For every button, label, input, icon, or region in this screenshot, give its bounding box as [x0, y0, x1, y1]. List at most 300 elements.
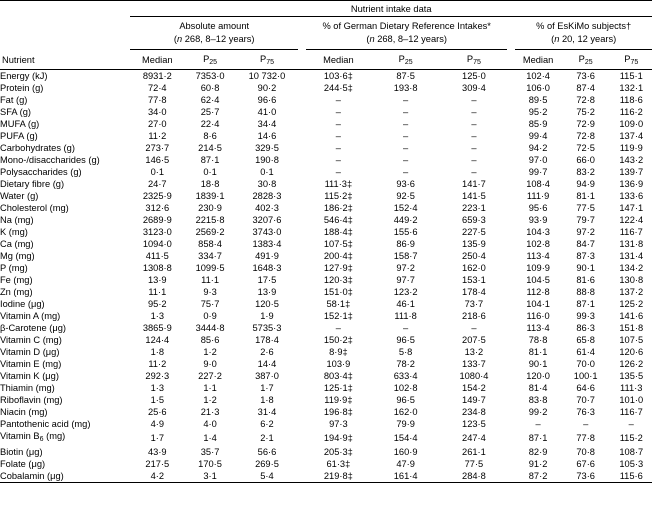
eskimo-p25: 83·2 — [576, 167, 595, 177]
nutrient-name: β-Carotene (μg) — [0, 323, 66, 333]
eskimo-median: 81·4 — [528, 383, 548, 393]
abs-median: 292·3 — [145, 371, 170, 381]
column-gap — [507, 250, 515, 262]
dri-p75: – — [471, 95, 477, 105]
eskimo-p75: 115·6 — [611, 470, 652, 483]
dri-p25: – — [403, 323, 409, 333]
eskimo-p75: 131·8 — [619, 239, 644, 249]
dri-p25: – — [403, 155, 409, 165]
column-gap — [507, 262, 515, 274]
dri-median: 125·1‡ — [323, 383, 353, 393]
dri-p25: 96·5 — [396, 335, 415, 345]
abs-p75: 2·1 — [260, 433, 274, 443]
dri-median: 111·3‡ — [324, 179, 353, 189]
nutrient-name: Iodine (μg) — [0, 299, 45, 309]
dri-p75: 284·8 — [441, 470, 507, 483]
dri-median: 61·3‡ — [326, 459, 351, 469]
column-gap — [507, 178, 515, 190]
dri-p75: 141·5 — [462, 191, 486, 201]
table-row — [0, 82, 652, 94]
eskimo-median: 106·0 — [526, 83, 550, 93]
dri-p75: – — [471, 119, 477, 129]
nutrient-name: Riboflavin (mg) — [0, 395, 63, 405]
table-row — [0, 214, 652, 226]
nutrient-name: Cobalamin (μg) — [0, 470, 130, 483]
eskimo-p75: 137·2 — [619, 287, 644, 297]
column-gap — [298, 418, 306, 430]
eskimo-p75: 126·2 — [619, 359, 644, 369]
nutrient-name: Dietary fibre (g) — [0, 179, 65, 189]
column-gap — [507, 202, 515, 214]
eskimo-p75: 135·5 — [619, 371, 644, 381]
dri-p75: 261·1 — [462, 447, 486, 457]
column-gap — [507, 430, 515, 446]
column-gap — [298, 250, 306, 262]
column-gap — [298, 178, 306, 190]
eskimo-median: 95·2 — [528, 107, 548, 117]
table-row — [0, 106, 652, 118]
column-gap — [298, 154, 306, 166]
column-gap — [507, 226, 515, 238]
dri-median: – — [335, 119, 341, 129]
abs-median: 1·3 — [150, 311, 165, 321]
dri-median: – — [335, 167, 341, 177]
dri-p75: 178·4 — [462, 287, 486, 297]
eskimo-p75: 116·7 — [619, 227, 643, 237]
abs-p25: 230·9 — [198, 203, 222, 213]
abs-p75: 5·4 — [236, 470, 298, 483]
dri-median: 127·9‡ — [323, 263, 353, 273]
column-gap — [298, 106, 306, 118]
table-row — [0, 274, 652, 286]
eskimo-median: 87·2 — [515, 470, 561, 483]
eskimo-p75: 141·6 — [619, 311, 644, 321]
nutrient-name: Water (g) — [0, 191, 39, 201]
column-gap — [298, 214, 306, 226]
abs-p75: 31·4 — [257, 407, 277, 417]
eskimo-p75: 137·4 — [619, 131, 644, 141]
dri-p25: 111·8 — [394, 311, 417, 321]
nutrient-name: Niacin (mg) — [0, 407, 48, 417]
abs-median: 217·5 — [145, 459, 170, 469]
abs-median: 1·5 — [150, 395, 165, 405]
table-row — [0, 322, 652, 334]
abs-p75: 1383·4 — [252, 239, 282, 249]
column-gap — [507, 142, 515, 154]
eskimo-p25: 67·6 — [576, 459, 595, 469]
column-gap — [507, 346, 515, 358]
nutrient-name: Fe (mg) — [0, 275, 33, 285]
column-gap — [298, 298, 306, 310]
abs-median: 2689·9 — [142, 215, 172, 225]
abs-p75: 3207·6 — [252, 215, 282, 225]
eskimo-median: 81·1 — [528, 347, 548, 357]
abs-median: 4·2 — [130, 470, 184, 483]
abs-p25: 1839·1 — [195, 191, 225, 201]
column-gap — [507, 82, 515, 94]
abs-p75: 90·2 — [257, 83, 277, 93]
abs-median: 411·5 — [145, 251, 169, 261]
dri-p75: 234·8 — [462, 407, 486, 417]
eskimo-p75: 109·0 — [619, 119, 644, 129]
abs-p25: 0·9 — [203, 311, 217, 321]
dri-median: 186·2‡ — [323, 203, 353, 213]
abs-median: 1094·0 — [142, 239, 172, 249]
column-gap — [298, 82, 306, 94]
nutrient-name: Protein (g) — [0, 83, 44, 93]
abs-median: 24·7 — [147, 179, 167, 189]
dri-p25: 154·4 — [393, 433, 418, 443]
eskimo-median: 104·3 — [526, 227, 550, 237]
dri-p25: 5·8 — [398, 347, 413, 357]
column-gap — [507, 458, 515, 470]
abs-p75: 10 732·0 — [248, 71, 286, 81]
column-gap — [298, 470, 306, 483]
col-header-median: Median — [142, 54, 173, 65]
abs-median: 11·2 — [148, 131, 167, 141]
column-gap — [507, 446, 515, 458]
eskimo-median: 83·8 — [528, 395, 548, 405]
abs-p25: 11·1 — [201, 275, 220, 285]
dri-median: – — [335, 107, 341, 117]
table-row — [0, 94, 652, 106]
dri-p75: 218·6 — [462, 311, 486, 321]
dri-p75: 154·2 — [462, 383, 486, 393]
dri-median: 196·8‡ — [323, 407, 353, 417]
abs-p75: 3743·0 — [252, 227, 282, 237]
dri-median: – — [335, 323, 341, 333]
abs-p25: 7353·0 — [195, 71, 225, 81]
column-gap — [298, 238, 306, 250]
eskimo-median: 99·4 — [528, 131, 548, 141]
dri-median: – — [335, 95, 341, 105]
dri-median: 97·3 — [329, 419, 348, 429]
dri-p75: 73·7 — [464, 299, 484, 309]
table-row — [0, 202, 652, 214]
abs-p25: 858·4 — [198, 239, 222, 249]
nutrient-name: Vitamin $B_6$ (mg) — [0, 431, 66, 443]
eskimo-p25: 76·3 — [576, 407, 595, 417]
abs-p25: 35·7 — [200, 447, 220, 457]
eskimo-p75: 107·5 — [619, 335, 644, 345]
group-header-eskimo: % of EsKiMo subjects† (n 20, 12 years) — [536, 21, 632, 44]
dri-p75: – — [471, 131, 477, 141]
column-gap — [298, 118, 306, 130]
dri-median: 119·9‡ — [324, 395, 353, 405]
nutrient-name: Pantothenic acid (mg) — [0, 419, 91, 429]
dri-median: 194·9‡ — [323, 433, 353, 443]
column-gap — [298, 142, 306, 154]
abs-median: 27·0 — [147, 119, 167, 129]
abs-p25: 2569·2 — [195, 227, 225, 237]
abs-median: 34·0 — [147, 107, 167, 117]
eskimo-median: 89·5 — [528, 95, 548, 105]
dri-p25: 152·4 — [393, 203, 418, 213]
eskimo-median: 104·1 — [526, 299, 550, 309]
dri-median: 200·4‡ — [323, 251, 353, 261]
column-gap — [298, 190, 306, 202]
abs-p75: 17·5 — [257, 275, 277, 285]
table-row — [0, 166, 652, 178]
nutrient-name: Ca (mg) — [0, 239, 34, 249]
abs-p25: 4·0 — [203, 419, 217, 429]
dri-median: 103·9 — [326, 359, 351, 369]
abs-p75: 120·5 — [255, 299, 279, 309]
eskimo-median: 85·9 — [528, 119, 548, 129]
abs-median: 1308·8 — [142, 263, 172, 273]
dri-p75: 247·4 — [462, 433, 486, 443]
column-gap — [298, 202, 306, 214]
abs-p75: 402·3 — [255, 203, 279, 213]
col-header-median: Median — [323, 54, 354, 65]
abs-median: 95·2 — [147, 299, 167, 309]
abs-p75: 14·4 — [257, 359, 277, 369]
nutrient-name: Polysaccharides (g) — [0, 167, 82, 177]
eskimo-p25: 66·0 — [576, 155, 595, 165]
dri-p25: 449·2 — [393, 215, 418, 225]
abs-p25: 18·8 — [200, 179, 220, 189]
column-gap — [298, 446, 306, 458]
eskimo-median: 116·0 — [526, 311, 550, 321]
eskimo-median: 90·1 — [528, 359, 548, 369]
eskimo-p25: 79·7 — [576, 215, 595, 225]
eskimo-median: 109·9 — [526, 263, 550, 273]
eskimo-p75: 130·8 — [619, 275, 644, 285]
dri-p75: – — [471, 323, 477, 333]
nutrient-name: Mg (mg) — [0, 251, 35, 261]
abs-p75: 56·6 — [257, 447, 277, 457]
dri-median: 546·4‡ — [323, 215, 353, 225]
eskimo-p75: 122·4 — [619, 215, 644, 225]
eskimo-p75: 125·2 — [619, 299, 644, 309]
abs-p25: 1·4 — [203, 433, 217, 443]
col-header-p25: $P_{25}$ — [578, 53, 593, 66]
column-gap — [298, 94, 306, 106]
column-gap — [507, 238, 515, 250]
eskimo-median: 112·8 — [526, 287, 550, 297]
abs-p25: 334·7 — [198, 251, 222, 261]
table-row — [0, 418, 652, 430]
abs-p75: 190·8 — [255, 155, 279, 165]
table-row — [0, 310, 652, 322]
dri-p25: 155·6 — [393, 227, 418, 237]
abs-p75: 30·8 — [257, 179, 277, 189]
eskimo-median: 99·7 — [528, 167, 548, 177]
eskimo-p25: 61·4 — [576, 347, 595, 357]
table-body — [0, 70, 652, 483]
abs-median: 13·9 — [147, 275, 167, 285]
dri-p75: 123·5 — [462, 419, 486, 429]
table-row — [0, 334, 652, 346]
column-gap — [298, 262, 306, 274]
column-gap — [298, 310, 306, 322]
abs-p25: 2215·8 — [195, 215, 225, 225]
abs-median: 2325·9 — [142, 191, 172, 201]
table-row — [0, 142, 652, 154]
abs-p75: 329·5 — [255, 143, 279, 153]
abs-p25: 1·2 — [203, 395, 217, 405]
abs-p75: 269·5 — [255, 459, 279, 469]
eskimo-p25: 87·1 — [576, 299, 595, 309]
abs-median: 312·6 — [145, 203, 170, 213]
abs-p25: 3444·8 — [195, 323, 225, 333]
eskimo-median: 87·1 — [528, 433, 548, 443]
abs-p25: 22·4 — [200, 119, 220, 129]
eskimo-p75: 108·7 — [619, 447, 644, 457]
group-header-dri: % of German Dietary Reference Intakes* (n 268, 8–12 years) — [322, 21, 491, 44]
dri-median: 115·2‡ — [324, 191, 353, 201]
nutrient-name: Vitamin E (mg) — [0, 359, 62, 369]
abs-p75: 1·8 — [260, 395, 274, 405]
eskimo-p25: 72·8 — [576, 95, 595, 105]
eskimo-p75: 111·3 — [620, 383, 643, 393]
abs-p75: 14·6 — [257, 131, 277, 141]
abs-median: 146·5 — [145, 155, 170, 165]
abs-p25: 21·3 — [200, 407, 220, 417]
table-row — [0, 238, 652, 250]
eskimo-p75: 116·2 — [619, 107, 643, 117]
table-row — [0, 118, 652, 130]
abs-p25: 85·6 — [200, 335, 220, 345]
column-gap — [507, 106, 515, 118]
eskimo-p75: 116·7 — [619, 407, 643, 417]
dri-p75: 227·5 — [462, 227, 486, 237]
dri-p25: 97·7 — [396, 275, 415, 285]
eskimo-median: 111·9 — [526, 191, 550, 201]
dri-p25: – — [403, 131, 409, 141]
table-row — [0, 346, 652, 358]
col-header-p75: $P_{75}$ — [466, 53, 481, 66]
eskimo-median: 99·2 — [528, 407, 548, 417]
eskimo-p25: 81·6 — [576, 275, 595, 285]
column-gap — [507, 470, 515, 483]
dri-p25: 47·9 — [396, 459, 415, 469]
table-row — [0, 446, 652, 458]
dri-median: – — [335, 143, 341, 153]
column-gap — [507, 394, 515, 406]
dri-p25: 96·5 — [396, 395, 415, 405]
column-gap — [298, 226, 306, 238]
dri-p75: 141·7 — [462, 179, 486, 189]
eskimo-p75: 139·7 — [619, 167, 644, 177]
column-gap — [507, 166, 515, 178]
nutrient-name: Mono-/disaccharides (g) — [0, 155, 100, 165]
abs-p75: 34·4 — [257, 119, 277, 129]
eskimo-p25: 65·8 — [576, 335, 595, 345]
abs-p75: 41·0 — [257, 107, 277, 117]
column-gap — [298, 346, 306, 358]
abs-median: 124·4 — [145, 335, 170, 345]
dri-p25: 79·9 — [396, 419, 415, 429]
abs-p25: 75·7 — [200, 299, 220, 309]
column-gap — [507, 322, 515, 334]
dri-median: – — [335, 155, 341, 165]
abs-p25: 60·8 — [200, 83, 220, 93]
column-gap — [507, 418, 515, 430]
eskimo-p25: 70·0 — [576, 359, 595, 369]
table-row — [0, 406, 652, 418]
table-row — [0, 298, 652, 310]
eskimo-median: 91·2 — [528, 459, 548, 469]
eskimo-p75: 131·4 — [619, 251, 644, 261]
column-gap — [298, 130, 306, 142]
dri-median: 803·4‡ — [323, 371, 353, 381]
eskimo-median: 102·4 — [526, 71, 550, 81]
abs-p75: 2828·3 — [252, 191, 282, 201]
abs-p25: 170·5 — [198, 459, 222, 469]
eskimo-p25: – — [583, 419, 589, 429]
nutrient-name: Carbohydrates (g) — [0, 143, 75, 153]
col-header-p75: $P_{75}$ — [259, 53, 274, 66]
dri-p75: 153·1 — [462, 275, 486, 285]
column-gap — [298, 274, 306, 286]
dri-p25: 92·5 — [396, 191, 415, 201]
dri-p25: 158·7 — [393, 251, 418, 261]
dri-p25: 633·4 — [393, 371, 418, 381]
column-gap — [298, 430, 306, 446]
column-gap — [507, 214, 515, 226]
eskimo-p75: 151·8 — [619, 323, 644, 333]
column-gap — [507, 370, 515, 382]
abs-p25: 214·5 — [198, 143, 222, 153]
dri-p75: 207·5 — [462, 335, 486, 345]
dri-median: 58·1‡ — [326, 299, 351, 309]
abs-p25: 3·1 — [184, 470, 236, 483]
dri-p75: 1080·4 — [459, 371, 489, 381]
eskimo-p25: 72·5 — [576, 143, 595, 153]
column-gap — [298, 286, 306, 298]
dri-median: 152·1‡ — [323, 311, 353, 321]
eskimo-p25: 87·3 — [576, 251, 595, 261]
nutrient-name: Na (mg) — [0, 215, 34, 225]
eskimo-p75: 133·6 — [619, 191, 644, 201]
table-row — [0, 470, 652, 483]
eskimo-p25: 84·7 — [576, 239, 595, 249]
nutrient-name: Zn (mg) — [0, 287, 33, 297]
abs-p25: 1·1 — [203, 383, 217, 393]
nutrient-name: Vitamin D (μg) — [0, 347, 60, 357]
column-gap — [507, 130, 515, 142]
abs-p75: 1·7 — [260, 383, 274, 393]
eskimo-median: 78·8 — [528, 335, 548, 345]
eskimo-p25: 81·1 — [576, 191, 595, 201]
column-gap — [507, 154, 515, 166]
col-header-p25: $P_{25}$ — [203, 53, 218, 66]
nutrient-name: Cholesterol (mg) — [0, 203, 69, 213]
column-gap — [298, 382, 306, 394]
abs-median: 72·4 — [147, 83, 167, 93]
abs-p25: 62·4 — [200, 95, 220, 105]
eskimo-p25: 77·5 — [576, 203, 595, 213]
eskimo-p75: 115·2 — [619, 433, 643, 443]
eskimo-p75: 147·1 — [619, 203, 644, 213]
abs-median: 25·6 — [147, 407, 167, 417]
eskimo-p25: 73·6 — [561, 470, 611, 483]
nutrient-name: Vitamin A (mg) — [0, 311, 61, 321]
dri-p25: 193·8 — [393, 83, 418, 93]
column-gap — [507, 70, 515, 83]
table-row — [0, 358, 652, 370]
dri-median: 188·4‡ — [323, 227, 353, 237]
dri-p75: 250·4 — [462, 251, 486, 261]
column-gap — [507, 310, 515, 322]
table-row — [0, 226, 652, 238]
nutrient-name: Fat (g) — [0, 95, 28, 105]
dri-p75: 13·2 — [464, 347, 484, 357]
abs-median: 3865·9 — [142, 323, 172, 333]
table-row — [0, 190, 652, 202]
dri-p75: 133·7 — [462, 359, 486, 369]
